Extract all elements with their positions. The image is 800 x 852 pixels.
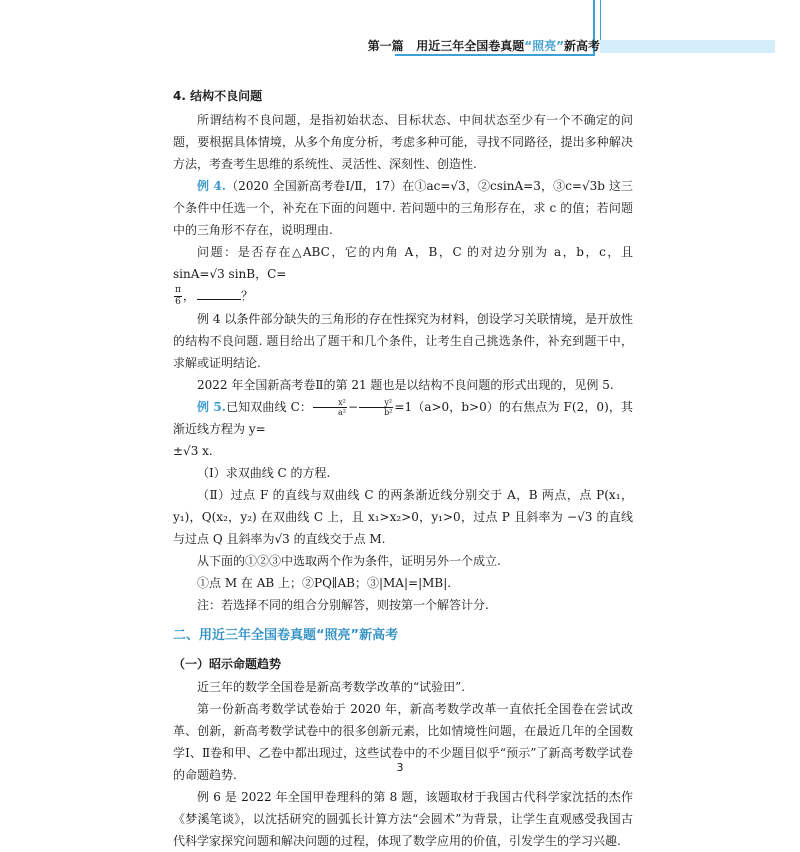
subsection-heading-1: （一）昭示命题趋势 (173, 657, 282, 671)
example-4-question (173, 241, 633, 285)
header-part: 第一篇 (367, 39, 404, 53)
header-title-a: 用近三年全国卷真题 (416, 39, 525, 53)
example-4 (173, 175, 633, 241)
running-header (368, 37, 600, 54)
header-title-highlight: “照亮” (524, 39, 564, 53)
example-4-text: （2020 全国新高考卷Ⅰ/Ⅱ，17）在①ac=√3，②csinA=3，③c=√3b 这三个条件中任选一个，补充在下面的问题中. 若问题中的三角形存在，求 c 的值；若问题中的三角形不存在，说明理由. (173, 179, 633, 237)
example-5-conditions: ①点 M 在 AB 上；②PQ∥AB；③|MA|=|MB|. (197, 576, 452, 590)
paragraph-first-exam: 第一份新高考数学试卷始于 2020 年，新高考数学改革一直依托全国卷在尝试改革、创新，新高考数学试卷中的很多创新元素，比如情境性问题，在最近几年的全国数学Ⅰ、Ⅱ卷和甲、乙卷中都出现过，这些试卷中的不少题目似乎“预示”了新高考数学试卷的命题趋势. (173, 702, 633, 782)
example-5 (173, 396, 633, 440)
x2-over-a2-fraction: $\frac{\text{x²}}{\text{a²}}$ (313, 398, 347, 417)
y2-over-b2-fraction: $\frac{\text{y²}}{\text{b²}}$ (359, 398, 393, 417)
example-4-label: 例 4. (197, 179, 226, 193)
header-divider-vertical-thin (600, 0, 601, 40)
page-number: 3 (396, 761, 404, 774)
minus-sign: − (348, 400, 359, 414)
section-heading-2: 二、用近三年全国卷真题“照亮”新高考 (173, 628, 399, 643)
example-4-question-text: 问题：是否存在△ABC，它的内角 A，B，C 的对边分别为 a，b，c，且 sinA=√3 sinB，C= (173, 245, 633, 281)
paragraph-example-4-analysis: 例 4 以条件部分缺失的三角形的存在性探究为材料，创设学习关联情境，是开放性的结构不良问题. 题目给出了题干和几个条件，让考生自己挑选条件，补充到题干中，求解或证明结论. (173, 312, 633, 370)
header-divider-horizontal (395, 54, 595, 56)
example-5-text-2: =1（a>0，b>0）的右焦点为 F(2，0)，其渐近线方程为 y= (173, 400, 633, 436)
paragraph-2022: 2022 年全国新高考卷Ⅱ的第 21 题也是以结构不良问题的形式出现的，见例 5. (197, 378, 614, 392)
example-5-label: 例 5. (197, 400, 226, 414)
pi-over-6-fraction: $\frac{\pi}{6}$ (175, 285, 181, 307)
paragraph-ill-structured: 所谓结构不良问题，是指初始状态、目标状态、中间状态至少有一个不确定的问题，要根据具体情境，从多个角度分析，考虑多种可能，寻找不同路径，提出多种解决方法，考查考生思维的系统性、灵活性、深刻性、创造性. (173, 113, 633, 171)
example-5-instruction: 从下面的①②③中选取两个作为条件，证明另外一个成立. (197, 554, 501, 568)
page-body (173, 85, 633, 852)
paragraph-test-field: 近三年的数学全国卷是新高考数学改革的“试验田”. (197, 680, 466, 694)
section-title-4: 4. 结构不良问题 (173, 89, 263, 103)
example-5-asymptote: ±√3 x. (173, 444, 213, 458)
header-title-b: 新高考 (563, 39, 600, 53)
example-5-part-1: （Ⅰ）求双曲线 C 的方程. (197, 466, 331, 480)
example-5-note: 注：若选择不同的组合分别解答，则按第一个解答计分. (197, 598, 489, 612)
answer-blank (197, 289, 241, 300)
comma: ， (182, 289, 195, 303)
example-5-part-2: （Ⅱ）过点 F 的直线与双曲线 C 的两条渐近线分别交于 A，B 两点，点 P(x₁，y₁)，Q(x₂，y₂) 在双曲线 C 上，且 x₁>x₂>0，y₁>0，过点 P 且斜率为 −√3 的直线与过点 Q 且斜率为√3 的直线交于点 M. (173, 488, 633, 546)
example-4-question-cont (173, 285, 633, 308)
header-accent-bar (600, 40, 775, 53)
question-mark: ？ (240, 289, 253, 303)
example-5-text-1: 已知双曲线 C： (225, 400, 313, 414)
paragraph-example-6: 例 6 是 2022 年全国甲卷理科的第 8 题，该题取材于我国古代科学家沈括的杰作《梦溪笔谈》，以沈括研究的圆弧长计算方法“会圆术”为背景，让学生直观感受我国古代科学家探究问题和解决问题的过程，体现了数学应用的价值，引发学生的学习兴趣. (173, 790, 633, 848)
